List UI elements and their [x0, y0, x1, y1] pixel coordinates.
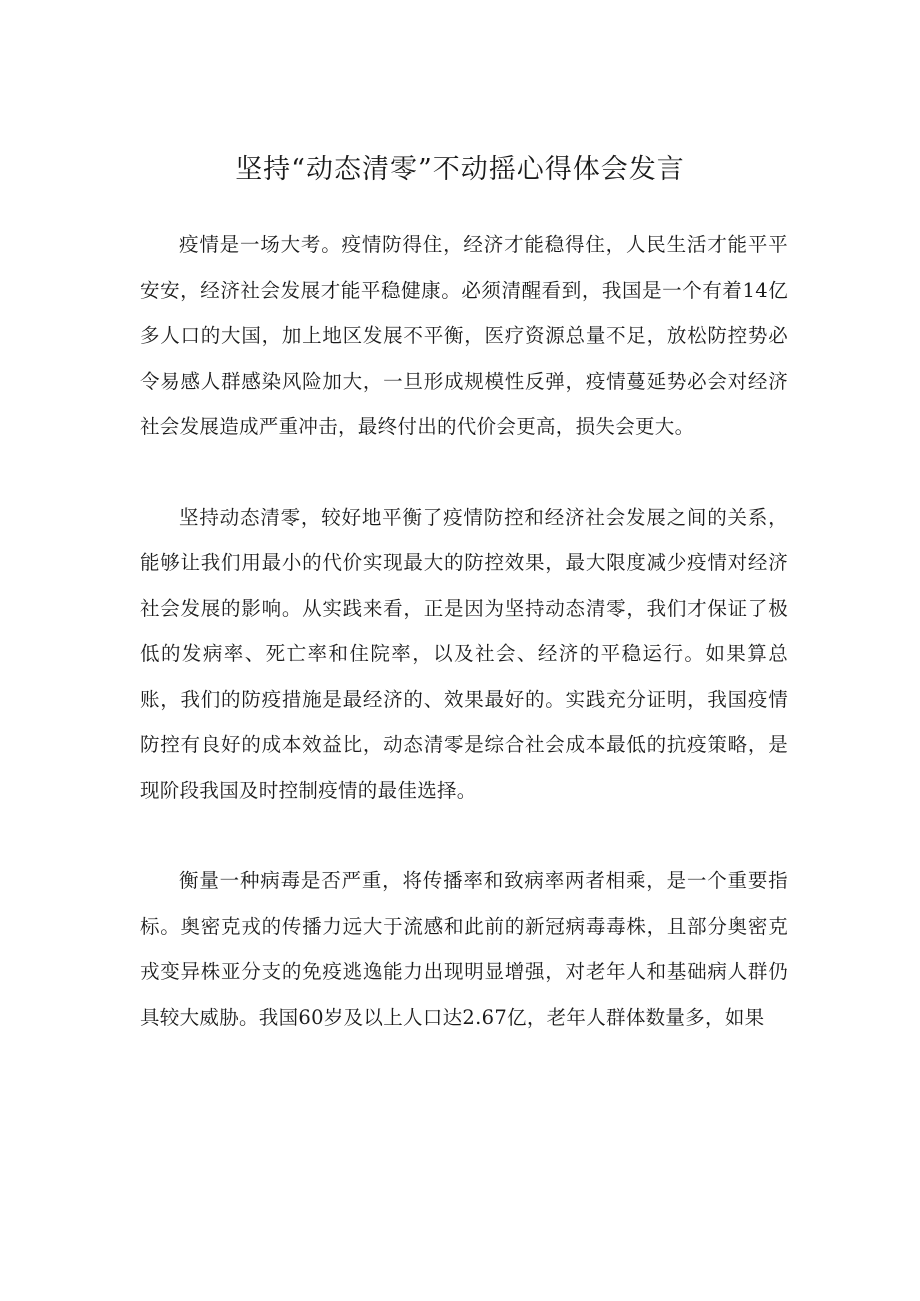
paragraph-1: 疫情是一场大考。疫情防得住，经济才能稳得住，人民生活才能平平安安，经济社会发展才能平稳健康。必须清醒看到，我国是一个有着14亿多人口的大国，加上地区发展不平衡，医疗资源总量不足，放松防控势必令易感人群感染风险加大，一旦形成规模性反弹，疫情蔓延势必会对经济社会发展造成严重冲击，最终付出的代价会更高，损失会更大。 [140, 233, 788, 438]
document-title: 坚持“动态清零”不动摇心得体会发言 [235, 154, 685, 185]
paragraph-2: 坚持动态清零，较好地平衡了疫情防控和经济社会发展之间的关系，能够让我们用最小的代价实现最大的防控效果，最大限度减少疫情对经济社会发展的影响。从实践来看，正是因为坚持动态清零，我们才保证了极低的发病率、死亡率和住院率，以及社会、经济的平稳运行。如果算总账，我们的防疫措施是最经济的、效果最好的。实践充分证明，我国疫情防控有良好的成本效益比，动态清零是综合社会成本最低的抗疫策略，是现阶段我国及时控制疫情的最佳选择。 [140, 505, 788, 802]
document-body [140, 222, 788, 1040]
paragraph-3: 衡量一种病毒是否严重，将传播率和致病率两者相乘，是一个重要指标。奥密克戎的传播力远大于流感和此前的新冠病毒毒株，且部分奥密克戎变异株亚分支的免疫逃逸能力出现明显增强，对老年人和基础病人群仍具较大威胁。我国60岁及以上人口达2.67亿，老年人群体数量多，如果 [140, 869, 788, 1029]
